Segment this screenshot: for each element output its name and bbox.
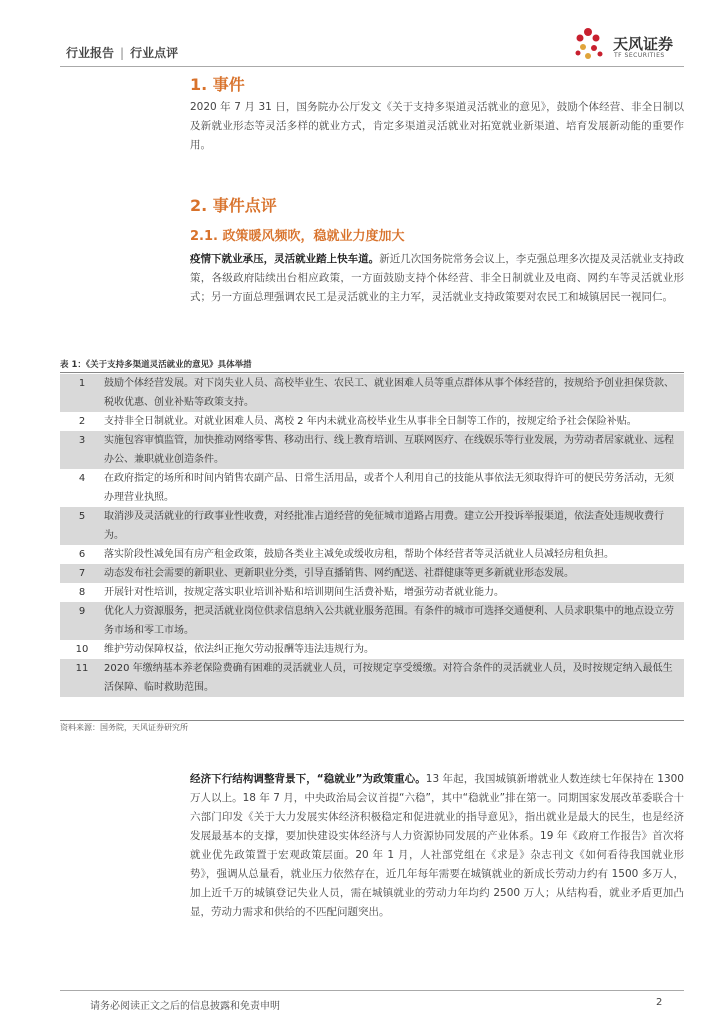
footer-divider: [60, 990, 684, 991]
table-row: [60, 564, 684, 583]
row-text: 支持非全日制就业。对就业困难人员、离校 2 年内未就业高校毕业生从事非全日制等工作的，按规定给予社会保险补贴。: [104, 416, 637, 427]
report-category: [66, 44, 178, 61]
row-number: 6: [78, 549, 86, 560]
table-bottom-rule: [60, 720, 684, 721]
row-text: 2020 年缴纳基本养老保险费确有困难的灵活就业人员，可按规定享受缓缴。对符合条件的灵活就业人员，及时按规定纳入最低生活保障、临时救助范围。: [104, 663, 673, 693]
subcategory-label: 行业点评: [130, 46, 179, 60]
row-number: 8: [78, 587, 86, 598]
row-text: 实施包容审慎监管，加快推动网络零售、移动出行、线上教育培训、互联网医疗、在线娱乐等行业发展，为劳动者居家就业、远程办公、兼职就业创造条件。: [104, 435, 674, 465]
section1-paragraph: 2020 年 7 月 31 日，国务院办公厅发文《关于支持多渠道灵活就业的意见》，鼓励个体经营、非全日制以及新就业形态等灵活多样的就业方式，肯定多渠道灵活就业对拓宽就业新渠道、培育发展新动能的重要作用。: [190, 101, 684, 151]
table-row: [60, 602, 684, 640]
section1-heading: 1. 事件: [190, 75, 245, 94]
employment-paragraph: [190, 770, 684, 922]
category-separator: |: [120, 46, 125, 60]
header-divider: [60, 66, 684, 67]
measures-table: [60, 374, 684, 697]
row-text: 优化人力资源服务，把灵活就业岗位供求信息纳入公共就业服务范围。有条件的城市可选择交通便利、人员求职集中的地点设立劳务市场和零工市场。: [104, 606, 674, 636]
category-label: 行业报告: [66, 46, 115, 60]
table-row: [60, 640, 684, 659]
row-text: 落实阶段性减免国有房产租金政策，鼓励各类业主减免或缓收房租，帮助个体经营者等灵活就业人员减轻房租负担。: [104, 549, 614, 560]
table-row: [60, 507, 684, 545]
paragraph-body: 新近几次国务院常务会议上，李克强总理多次提及灵活就业支持政策，各级政府陆续出台相应政策，一方面鼓励支持个体经营、非全日制就业及电商、网约车等灵活就业形式；另一方面总理强调农民工是灵活就业的主力军，灵活就业支持政策要对农民工和城镇居民一视同仁。: [190, 253, 685, 303]
page-number: 2: [656, 997, 663, 1008]
logo-subtext: TF SECURITIES: [614, 52, 665, 59]
row-number: 7: [78, 568, 86, 579]
row-number: 10: [75, 644, 89, 655]
table-row: [60, 659, 684, 697]
logo-text: 天风证券: [613, 35, 674, 53]
section2-1-heading: 2.1. 政策暖风频吹，稳就业力度加大: [190, 229, 405, 244]
footer-disclaimer: 请务必阅读正文之后的信息披露和免责申明: [90, 1001, 280, 1012]
row-text: 取消涉及灵活就业的行政事业性收费，对经批准占道经营的免征城市道路占用费。建立公开投诉举报渠道，依法查处违规收费行为。: [104, 511, 664, 541]
row-text: 动态发布社会需要的新职业、更新职业分类，引导直播销售、网约配送、社群健康等更多新就业形态发展。: [104, 568, 574, 579]
table-row: [60, 431, 684, 469]
row-number: 2: [78, 416, 86, 427]
row-number: 4: [78, 473, 86, 484]
row-number: 5: [78, 511, 86, 522]
row-number: 3: [78, 435, 86, 446]
table-top-rule: [60, 372, 684, 373]
paragraph-lead: 经济下行结构调整背景下，“稳就业”为政策重心。: [190, 773, 426, 785]
table-row: [60, 412, 684, 431]
table-title: 表 1：《关于支持多渠道灵活就业的意见》具体举措: [60, 360, 252, 370]
table-row: [60, 469, 684, 507]
row-number: 9: [78, 606, 86, 617]
table-row: [60, 583, 684, 602]
row-text: 在政府指定的场所和时间内销售农副产品、日常生活用品，或者个人利用自己的技能从事依法无须取得许可的便民劳务活动，无须办理营业执照。: [104, 473, 674, 503]
row-number: 11: [75, 663, 89, 674]
row-text: 鼓励个体经营发展。对下岗失业人员、高校毕业生、农民工、就业困难人员等重点群体从事个体经营的，按规给予创业担保贷款、税收优惠、创业补贴等政策支持。: [104, 378, 674, 408]
paragraph-lead: 疫情下就业承压，灵活就业踏上快车道。: [190, 253, 380, 265]
section2-heading: 2. 事件点评: [190, 196, 277, 215]
table-source: 资料来源：国务院，天风证券研究所: [60, 723, 188, 732]
row-text: 维护劳动保障权益，依法纠正拖欠劳动报酬等违法违规行为。: [104, 644, 374, 655]
row-text: 开展针对性培训，按规定落实职业培训补贴和培训期间生活费补贴，增强劳动者就业能力。: [104, 587, 504, 598]
section2-paragraph: [190, 250, 684, 307]
paragraph-body: 13 年起，我国城镇新增就业人数连续七年保持在 1300 万人以上。18 年 7 月，中央政治局会议首提“六稳”，其中“稳就业”排在第一。同期国家发展改革委联合十六部门印发《关于大力发展实体经济积极稳定和促进就业的指导意见》，指出就业是最大的民生，也是经济发展最基本的支撑，要加快建设实体经济与人力资源协同发展的产业体系。19 年《政府工作报告》首次将就业优先政策置于宏观政策层面。20 年 1 月，人社部党组在《求是》杂志刊文《如何看待我国就业形势》，强调从总量看，就业压力依然存在，近几年每年需要在城镇就业的新成长劳动力约有 1500 多万人，加上近千万的城镇登记失业人员，需在城镇就业的劳动力年均约 2500 万人；从结构看，就业矛盾更加凸显，劳动力需求和供给的不匹配问题突出。: [190, 773, 684, 918]
table-row: [60, 545, 684, 564]
row-number: 1: [78, 378, 86, 389]
table-row: [60, 374, 684, 412]
